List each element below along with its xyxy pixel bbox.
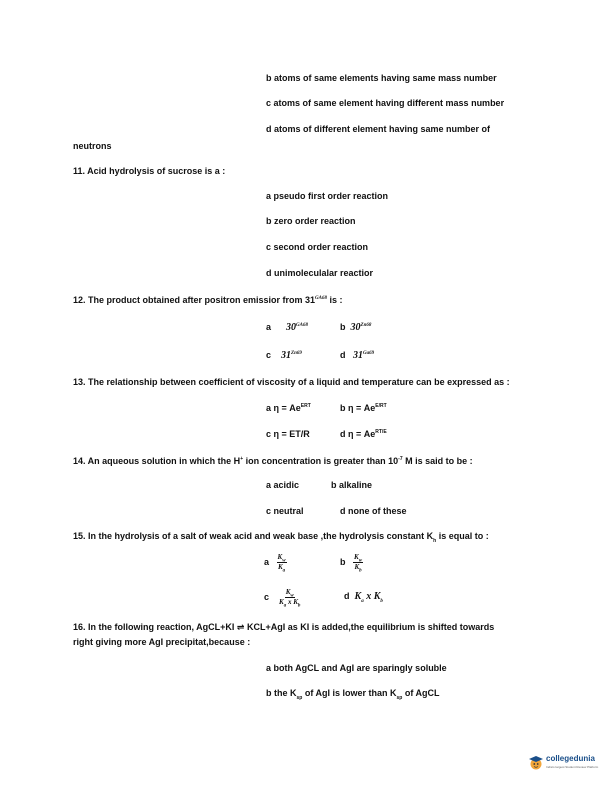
q11-option-c: c second order reaction: [266, 242, 369, 252]
q13-option-b: b $\eta = Ae^{E/RT}$: [340, 403, 387, 413]
q12-option-a: a $30^{GA68}$: [266, 322, 308, 333]
q12-option-c: c $31^{Zn69}$: [266, 350, 302, 361]
option-b-prev: b atoms of same elements having same mass number: [266, 73, 497, 83]
q14-option-c: c neutral: [266, 506, 304, 516]
q15-option-d: d $K_a$ x $K_b$: [344, 591, 383, 604]
fraction-kw-over-ka: $\frac{K_w}{K_a}$: [277, 553, 286, 573]
q11-option-b: b zero order reaction: [266, 216, 356, 226]
collegedunia-logo: [528, 752, 600, 778]
fraction-kw-over-ka-kb: $\frac{K_w}{K_a x K_b}$: [279, 588, 301, 608]
logo-tagline: India's largest Student Review Platform: [546, 765, 599, 769]
q16-option-b: b the $K_{sp}$ of AgI is lower than $K_{sp}$ of AgCL: [266, 688, 440, 701]
question-16-line-2: right giving more AgI precipitat,because :: [73, 637, 251, 647]
question-13: 13. The relationship between coefficient of viscosity of a liquid and temperature can be expressed as :: [73, 377, 510, 387]
q12-option-b: b $30^{Zn68}$: [340, 322, 372, 333]
q13-option-d: d $\eta = Ae^{RT/E}$: [340, 429, 387, 439]
question-14: 14. An aqueous solution in which the H+ ion concentration is greater than $10^{-7}$ M is said to be :: [73, 456, 473, 466]
q11-option-a: a pseudo first order reaction: [266, 191, 389, 201]
q15-option-b: b $\frac{K_w}{K_b}$: [340, 553, 363, 573]
q16-option-a: a both AgCL and AgI are sparingly soluble: [266, 663, 447, 673]
q13-option-c: c η = ET/R: [266, 429, 310, 439]
option-d-prev-continued: neutrons: [73, 141, 112, 151]
logo-wordmark: collegedunia: [546, 754, 595, 763]
q15-option-c: c $\frac{K_w}{K_a x K_b}$: [264, 588, 301, 608]
option-d-prev: d atoms of different element having same number of: [266, 124, 491, 134]
graduation-cap-icon: [528, 754, 544, 772]
question-12: 12. The product obtained after positron emissior from $31^{GA68}$ is :: [73, 295, 343, 305]
q15-option-a: a $\frac{K_w}{K_a}$: [264, 553, 286, 573]
option-c-prev: c atoms of same element having different mass number: [266, 98, 505, 108]
fraction-kw-over-kb: $\frac{K_w}{K_b}$: [354, 553, 363, 573]
question-15: 15. In the hydrolysis of a salt of weak acid and weak base ,the hydrolysis constant $K_h$ is equal to :: [73, 531, 489, 544]
q12-option-d: d $31^{Ga69}$: [340, 350, 375, 361]
q14-option-d: d none of these: [340, 506, 407, 516]
q14-option-a: a acidic: [266, 480, 300, 490]
q11-option-d: d unimoleculalar reactior: [266, 268, 374, 278]
q13-option-a: a $\eta = Ae^{ERT}$: [266, 403, 311, 413]
question-16-line-1: 16. In the following reaction, AgCL+KI ⇌ KCL+AgI as KI is added,the equilibrium is shifted towards: [73, 622, 495, 632]
question-11: 11. Acid hydrolysis of sucrose is a :: [73, 166, 226, 176]
q14-option-b: b alkaline: [331, 480, 373, 490]
